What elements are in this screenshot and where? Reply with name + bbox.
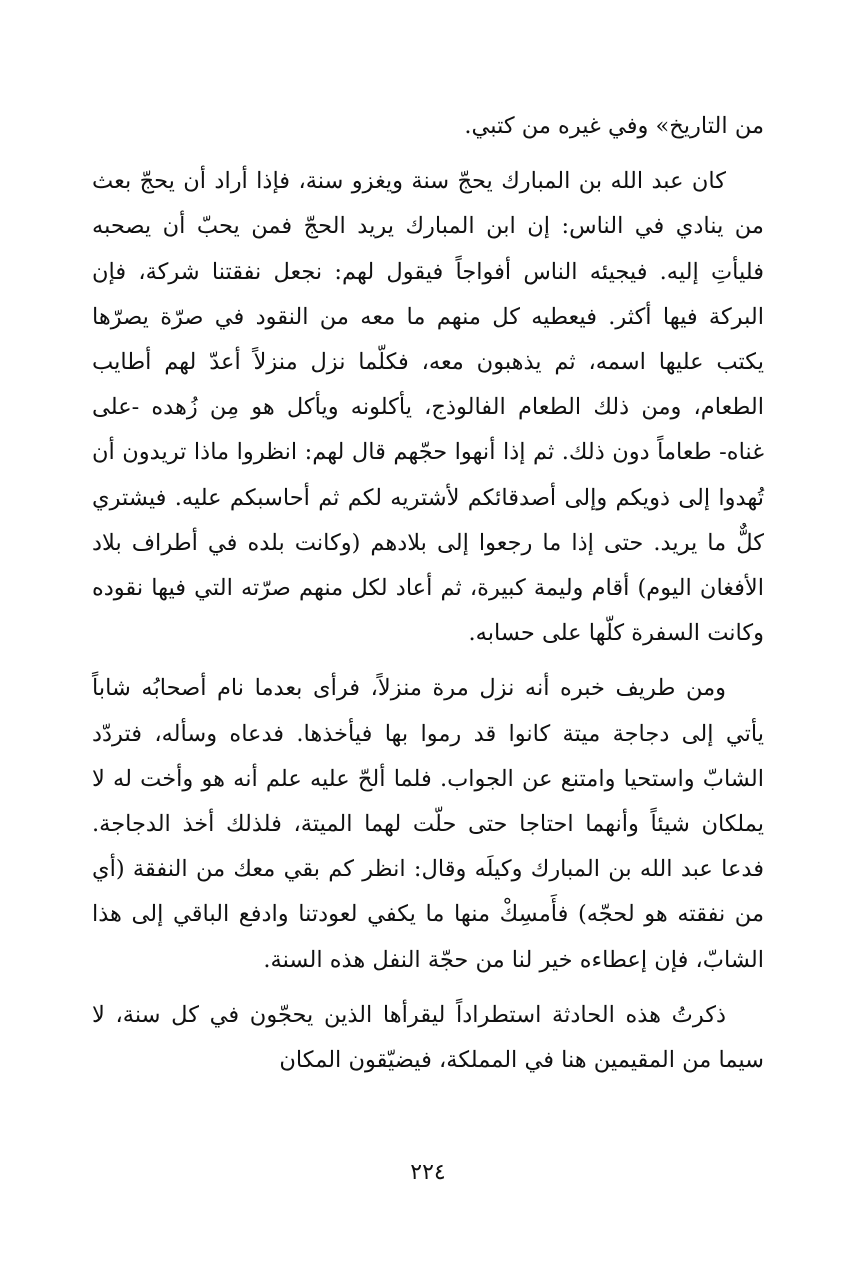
page-body <box>92 104 764 1083</box>
paragraph-digression-note: ذكرتُ هذه الحادثة استطراداً ليقرأها الذين يحجّون في كل سنة، لا سيما من المقيمين هنا في المملكة، فيضيّقون المكان <box>92 1001 764 1074</box>
paragraph-dead-chicken-story: ومن طريف خبره أنه نزل مرة منزلاً، فرأى بعدما نام أصحابُه شاباً يأتي إلى دجاجة ميتة كانوا قد رموا بها فيأخذها. فدعاه وسأله، فتردّد الشابّ واستحيا وامتنع عن الجواب. فلما ألحّ عليه علم أنه هو وأخت له لا يملكان شيئاً وأنهما احتاجا حتى حلّت لهما الميتة، فلذلك أخذ الدجاجة. فدعا عبد الله بن المبارك وكيلَه وقال: انظر كم بقي معك من النفقة (أي من نفقته هو لحجّه) فأَمسِكْ منها ما يكفي لعودتنا وادفع الباقي إلى هذا الشابّ، فإن إعطاءه خير لنا من حجّة النفل هذه السنة. <box>92 675 764 973</box>
paragraph-ibn-mubarak-hajj: كان عبد الله بن المبارك يحجّ سنة ويغزو سنة، فإذا أراد أن يحجّ بعث من ينادي في الناس: إن ابن المبارك يريد الحجّ فمن يحبّ أن يصحبه فليأتِ إليه. فيجيئه الناس أفواجاً فيقول لهم: نجعل نفقتنا شركة، فإن البركة فيها أكثر. فيعطيه كل منهم ما معه من النقود في صرّة يصرّها يكتب عليها اسمه، ثم يذهبون معه، فكلّما نزل منزلاً أعدّ لهم أطايب الطعام، ومن ذلك الطعام الفالوذج، يأكلونه ويأكل هو مِن زُهده -على غناه- طعاماً دون ذلك. ثم إذا أنهوا حجّهم قال لهم: انظروا ماذا تريدون أن تُهدوا إلى ذويكم وإلى أصدقائكم لأشتريه لكم ثم أحاسبكم عليه. فيشتري كلٌّ ما يريد. حتى إذا ما رجعوا إلى بلادهم (وكانت بلده في أطراف بلاد الأفغان اليوم) أقام وليمة كبيرة، ثم أعاد لكل منهم صرّته التي فيها نقوده وكانت السفرة كلّها على حسابه. <box>92 168 764 647</box>
paragraph-continuation: من التاريخ» وفي غيره من كتبي. <box>464 113 764 139</box>
page-number: ٢٢٤ <box>410 1160 446 1185</box>
